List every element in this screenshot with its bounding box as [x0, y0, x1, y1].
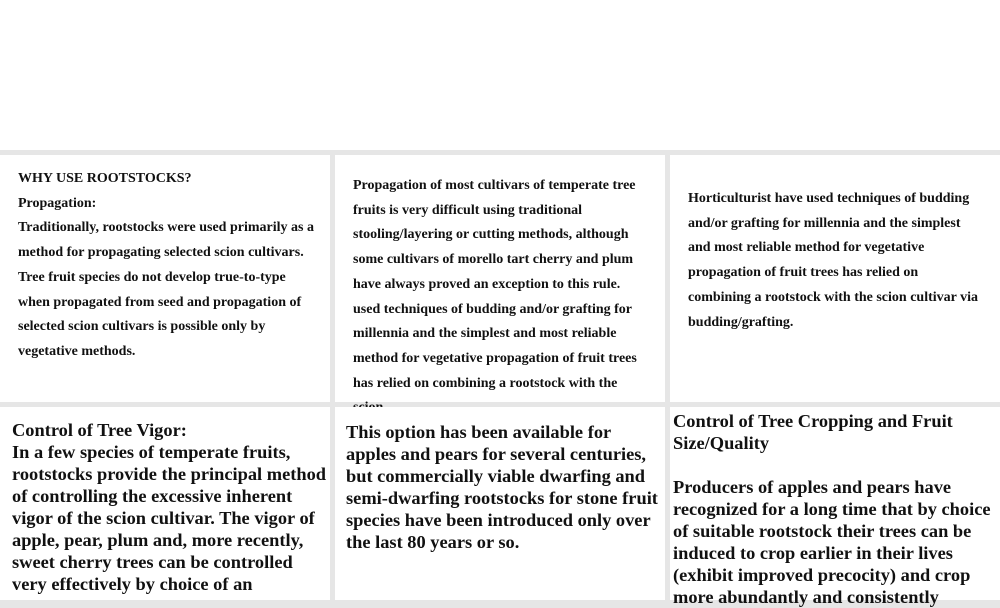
card-propagation	[335, 155, 665, 402]
card-body: Horticulturist have used techniques of budding and/or grafting for millennia and the simplest and most reliable method for vegetative propagation of fruit trees has relied on combining a rootstock with the scion cultivar via budding/grafting.	[688, 191, 978, 330]
card-subheading: Propagation:	[18, 195, 97, 211]
card-control-of-cropping	[670, 407, 1000, 607]
top-blank-area	[0, 0, 1000, 150]
card-body: This option has been available for apples and pears for several centuries, but commercially viable dwarfing and semi-dwarfing rootstocks for stone fruit species have been introduced only over the last 80 years or so.	[346, 422, 658, 552]
card-option	[335, 407, 665, 600]
card-horticulturist	[670, 155, 1000, 402]
card-heading: WHY USE ROOTSTOCKS?	[18, 171, 192, 186]
card-control-of-tree-vigor	[0, 407, 330, 600]
card-heading: Control of Tree Vigor:	[12, 420, 187, 440]
card-heading: Control of Tree Cropping and Fruit Size/Quality	[673, 411, 953, 453]
card-why-use-rootstocks	[0, 155, 330, 402]
card-body: In a few species of temperate fruits, rootstocks provide the principal method of controlling the excessive inherent vigor of the scion cultivar. The vigor of apple, pear, plum and, more recently, sweet cherry trees can be controlled very effectively by choice of an	[12, 442, 327, 594]
card-body: Producers of apples and pears have recognized for a long time that by choice of suitable rootstock their trees can be induced to crop earlier in their lives (exhibit improved precocity) and crop more abundantly and consistently	[673, 477, 991, 607]
card-body: Propagation of most cultivars of temperate tree fruits is very difficult using traditional stooling/layering or cutting methods, although some cultivars of morello tart cherry and plum have always proved an exception to this rule. used techniques of budding and/or grafting for millennia and the simplest and most reliable method for vegetative propagation of fruit trees has relied on combining a rootstock with the	[353, 178, 637, 391]
card-body: Traditionally, rootstocks were used primarily as a method for propagating selected scion cultivars. Tree fruit species do not develop true-to-type when propagated from seed and propagation of selected scion cultivars is possible only by vegetative methods.	[18, 220, 314, 359]
paragraph-spacer	[673, 454, 994, 476]
